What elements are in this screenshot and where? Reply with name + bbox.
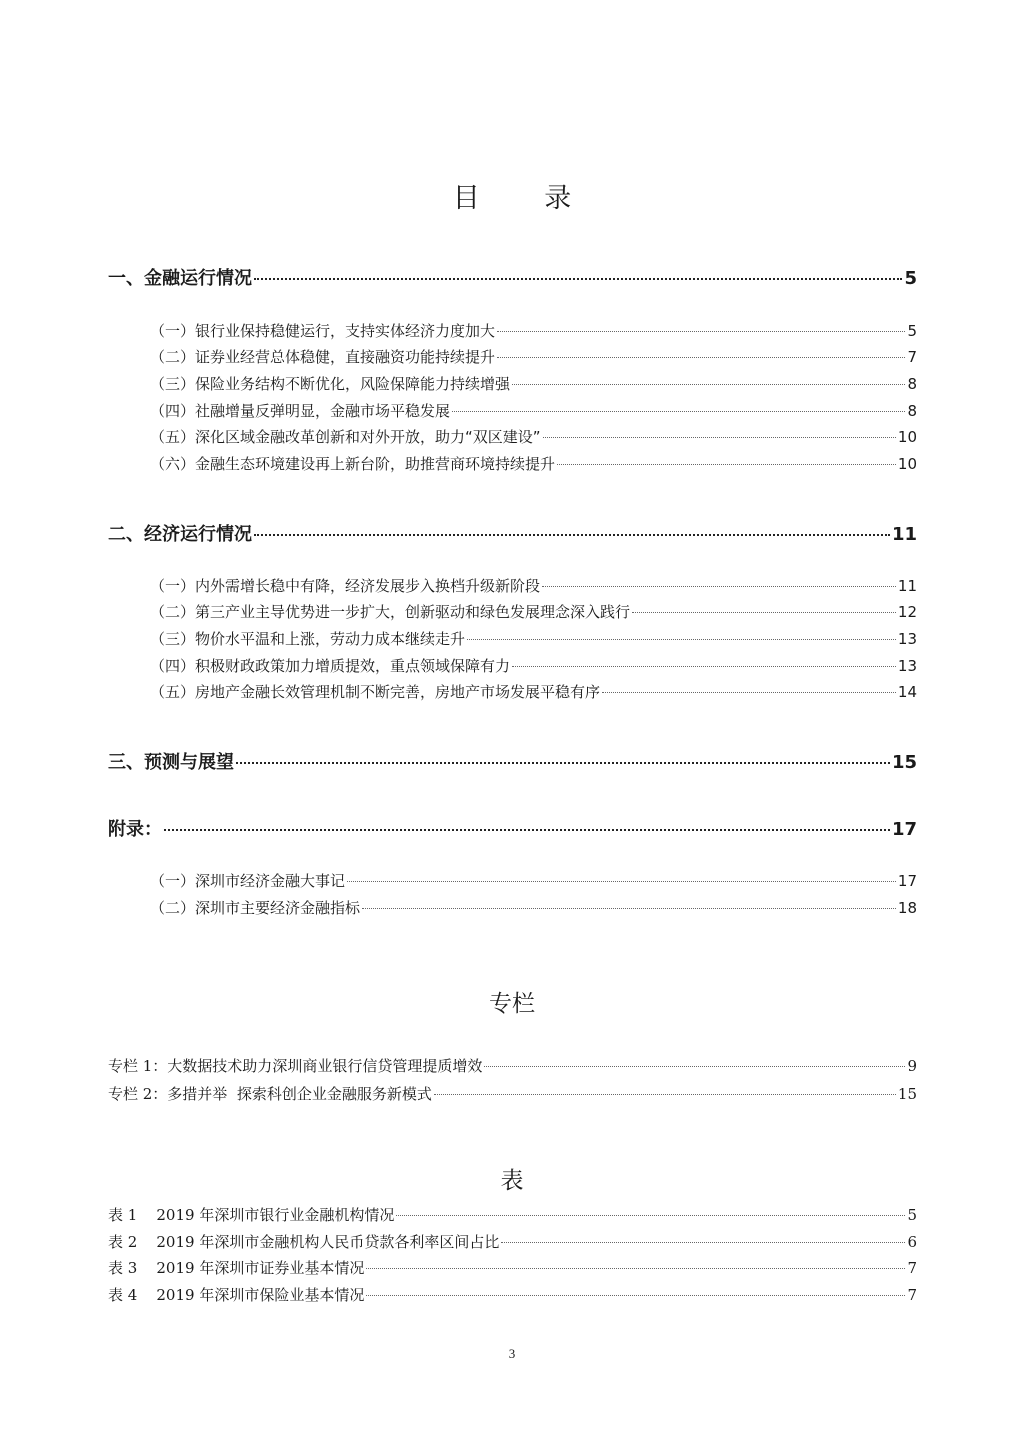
toc-item-label: （三）保险业务结构不断优化，风险保障能力持续增强 [150,375,511,393]
toc-item-1-3[interactable] [150,373,917,394]
toc-item-label: （一）银行业保持稳健运行，支持实体经济力度加大 [150,322,496,340]
toc-column-2[interactable] [108,1083,917,1104]
dot-leader [362,908,896,909]
toc-item-label: （四）积极财政政策加力增质提效，重点领域保障有力 [150,657,511,675]
toc-item-label: （二）第三产业主导优势进一步扩大，创新驱动和绿色发展理念深入践行 [150,603,631,621]
toc-page-number: 10 [897,455,917,473]
dot-leader [467,639,896,640]
dot-leader [542,586,896,587]
dot-leader [557,464,896,465]
tables-heading: 表 [500,1168,524,1194]
dot-leader [434,1094,896,1095]
toc-item-label: （二）深圳市主要经济金融指标 [150,899,361,917]
dot-leader [512,666,896,667]
dot-leader [543,437,896,438]
toc-page-number: 11 [891,524,917,545]
dot-leader [366,1268,905,1269]
toc-page-number: 6 [907,1233,917,1251]
toc-table-4[interactable] [108,1284,917,1305]
dot-leader [602,692,896,693]
dot-leader [347,881,896,882]
toc-item-label: 表 3 2019 年深圳市证券业基本情况 [108,1259,365,1277]
toc-item-label: 表 4 2019 年深圳市保险业基本情况 [108,1286,365,1304]
dot-leader [501,1242,905,1243]
toc-page-number: 7 [907,348,917,366]
page-title: 目 录 [452,183,600,214]
toc-page-number: 12 [897,603,917,621]
toc-item-2-3[interactable] [150,628,917,649]
dot-leader [236,762,890,764]
toc-page-number: 17 [897,872,917,890]
dot-leader [632,612,896,613]
toc-item-label: 表 2 2019 年深圳市金融机构人民币贷款各利率区间占比 [108,1233,500,1251]
toc-page-number: 5 [907,322,917,340]
toc-page-number: 13 [897,630,917,648]
toc-page-number: 15 [891,752,917,773]
toc-item-1-5[interactable] [150,426,917,447]
toc-item-label: （四）社融增量反弹明显，金融市场平稳发展 [150,402,451,420]
page-number: 3 [508,1346,516,1361]
toc-item-label: （五）深化区域金融改革创新和对外开放，助力“双区建设” [150,428,541,446]
toc-page-number: 9 [907,1057,917,1075]
dot-leader [484,1066,905,1067]
toc-item-label: （一）内外需增长稳中有降，经济发展步入换档升级新阶段 [150,577,541,595]
toc-item-label: （一）深圳市经济金融大事记 [150,872,346,890]
toc-chapter-1[interactable] [108,264,917,290]
toc-item-1-6[interactable] [150,453,917,474]
toc-page-number: 18 [897,899,917,917]
toc-page-number: 14 [897,683,917,701]
dot-leader [254,534,890,536]
dot-leader [254,278,902,280]
toc-chapter-2[interactable] [108,520,917,546]
toc-item-2-1[interactable] [150,575,917,596]
toc-page-number: 13 [897,657,917,675]
toc-chapter-label: 附录： [108,819,162,840]
toc-item-label: （三）物价水平温和上涨，劳动力成本继续走升 [150,630,466,648]
dot-leader [497,331,905,332]
toc-item-label: （六）金融生态环境建设再上新台阶，助推营商环境持续提升 [150,455,556,473]
toc-chapter-label: 二、经济运行情况 [108,524,252,545]
toc-item-1-1[interactable] [150,320,917,341]
toc-page-number: 10 [897,428,917,446]
toc-item-appendix-2[interactable] [150,897,917,918]
toc-page-number: 17 [891,819,917,840]
toc-item-label: 表 1 2019 年深圳市银行业金融机构情况 [108,1206,395,1224]
toc-item-appendix-1[interactable] [150,870,917,891]
toc-column-1[interactable] [108,1055,917,1076]
toc-page-number: 8 [907,375,917,393]
dot-leader [497,357,905,358]
toc-chapter-3[interactable] [108,748,917,774]
toc-page-number: 5 [907,1206,917,1224]
dot-leader [396,1215,905,1216]
toc-page-number: 7 [907,1286,917,1304]
columns-heading: 专栏 [489,991,535,1017]
toc-item-label: （二）证券业经营总体稳健，直接融资功能持续提升 [150,348,496,366]
dot-leader [164,829,890,831]
toc-page-number: 8 [907,402,917,420]
toc-chapter-appendix[interactable] [108,815,917,841]
toc-page-number: 5 [904,268,917,289]
toc-table-2[interactable] [108,1231,917,1252]
toc-item-label: 专栏 2：多措并举 探索科创企业金融服务新模式 [108,1085,432,1103]
dot-leader [512,384,905,385]
dot-leader [366,1295,905,1296]
toc-item-1-2[interactable] [150,346,917,367]
toc-item-1-4[interactable] [150,400,917,421]
toc-page-number: 7 [907,1259,917,1277]
toc-item-2-5[interactable] [150,681,917,702]
toc-page-number: 15 [897,1085,917,1103]
toc-item-label: 专栏 1：大数据技术助力深圳商业银行信贷管理提质增效 [108,1057,483,1075]
dot-leader [452,411,905,412]
toc-chapter-label: 三、预测与展望 [108,752,234,773]
toc-item-2-2[interactable] [150,601,917,622]
toc-chapter-label: 一、金融运行情况 [108,268,252,289]
toc-page-number: 11 [897,577,917,595]
toc-item-label: （五）房地产金融长效管理机制不断完善，房地产市场发展平稳有序 [150,683,601,701]
toc-table-1[interactable] [108,1204,917,1225]
toc-table-3[interactable] [108,1257,917,1278]
toc-item-2-4[interactable] [150,655,917,676]
